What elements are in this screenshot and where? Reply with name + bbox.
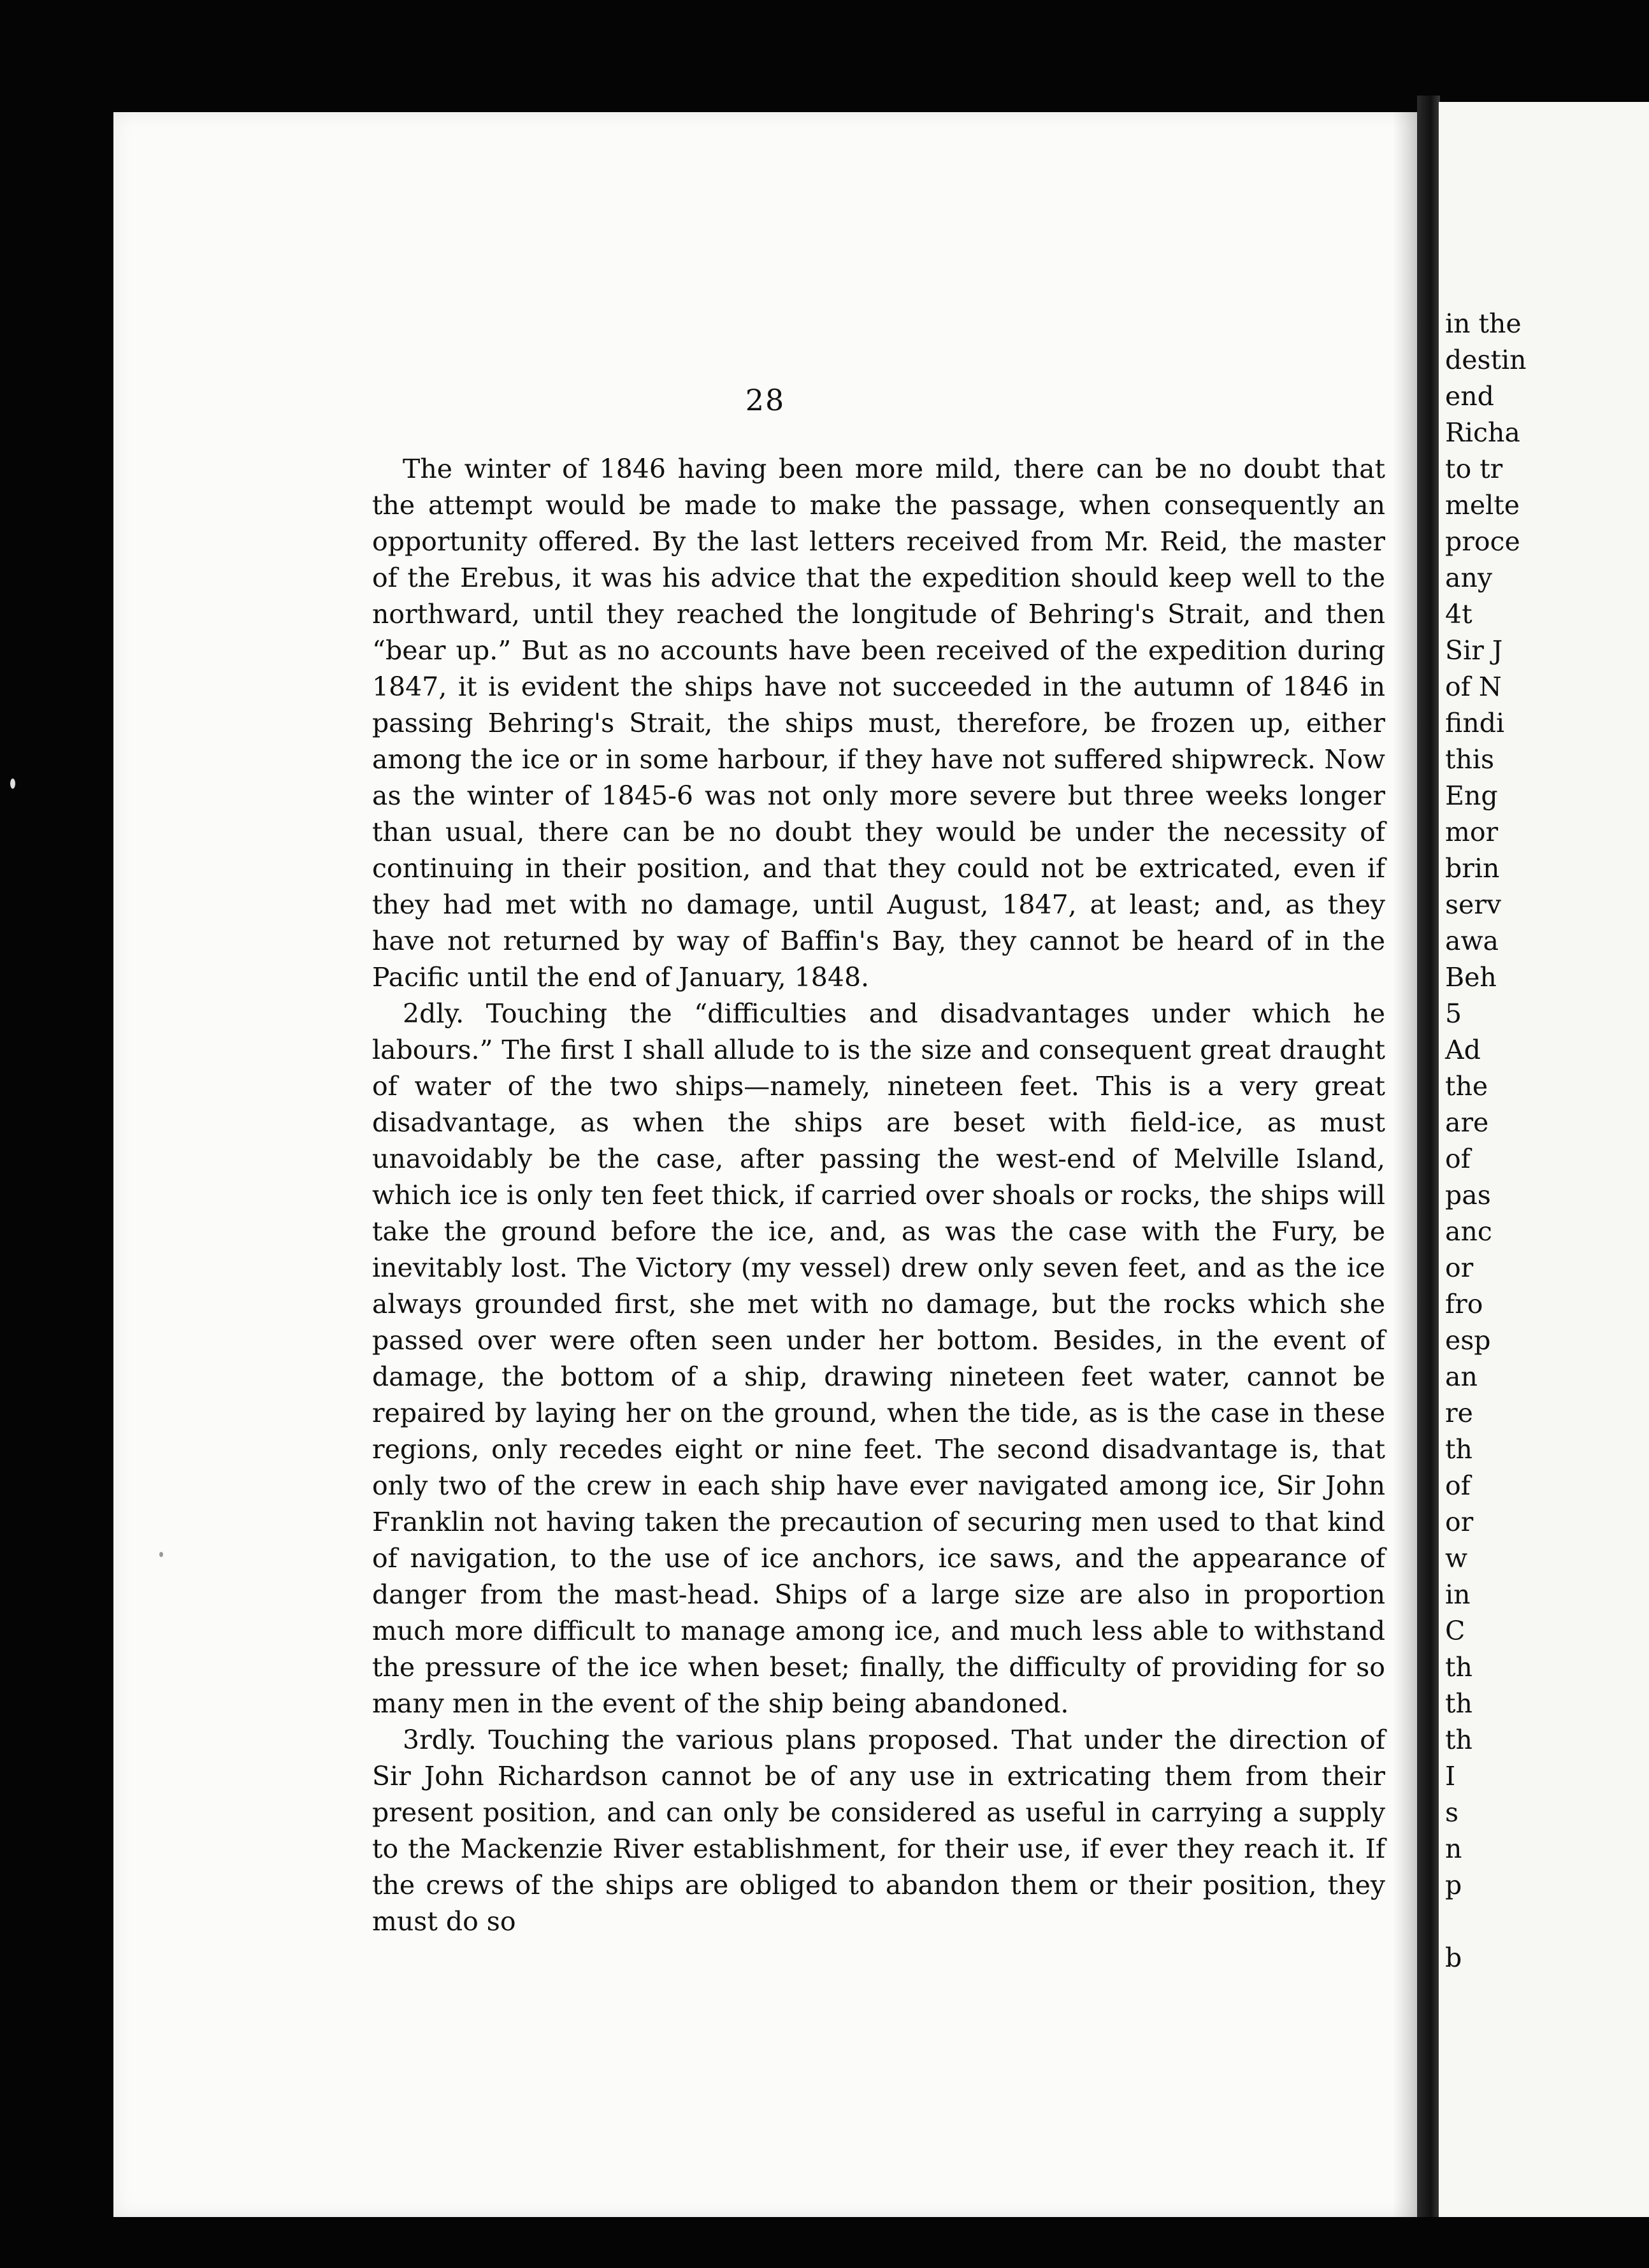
- fragment-line: 4t: [1445, 599, 1473, 629]
- facing-page-fragments: [1445, 306, 1649, 1976]
- fragment-line: this: [1445, 744, 1495, 775]
- fragment-line: Ad: [1445, 1035, 1481, 1065]
- fragment-line: 5: [1445, 998, 1462, 1029]
- body-text: [372, 451, 1385, 1940]
- fragment-line: the: [1445, 1071, 1488, 1102]
- paragraph-plans-proposed: 3rdly. Touching the various plans proposed. That under the direction of Sir John Richardson cannot be of any use in extricating them from their present position, and can only be considered as useful in carrying a supply to the Mackenzie River establishment, for their use, if ever they reach it. If the crews of the ships are obliged to abandon them or their position, they must do so: [372, 1725, 1385, 1937]
- fragment-line: findi: [1445, 708, 1505, 738]
- scan-speck: [10, 779, 15, 789]
- scan-speck: [159, 1552, 163, 1557]
- fragment-line: anc: [1445, 1216, 1492, 1247]
- fragment-line: of: [1445, 1470, 1471, 1501]
- page-number: 28: [745, 383, 786, 417]
- fragment-line: s: [1445, 1797, 1459, 1828]
- fragment-line: are: [1445, 1107, 1489, 1138]
- fragment-line: n: [1445, 1834, 1462, 1864]
- facing-page-edge: [1439, 102, 1649, 2217]
- fragment-line: Sir J: [1445, 635, 1503, 666]
- fragment-line: melte: [1445, 490, 1520, 520]
- fragment-line: any: [1445, 563, 1493, 593]
- fragment-line: end: [1445, 381, 1494, 412]
- fragment-line: Eng: [1445, 780, 1498, 811]
- fragment-line: pas: [1445, 1180, 1491, 1210]
- fragment-line: Richa: [1445, 417, 1520, 448]
- fragment-line: mor: [1445, 817, 1499, 847]
- book-gutter: [1417, 96, 1440, 2217]
- fragment-line: awa: [1445, 926, 1499, 956]
- fragment-line: or: [1445, 1252, 1474, 1283]
- fragment-line: I: [1445, 1761, 1456, 1791]
- book-page: [113, 112, 1417, 2217]
- fragment-line: of: [1445, 1144, 1471, 1174]
- fragment-line: C: [1445, 1616, 1465, 1646]
- fragment-line: or: [1445, 1507, 1474, 1537]
- fragment-line: to tr: [1445, 454, 1503, 484]
- paragraph-difficulties: 2dly. Touching the “difficulties and disadvantages under which he labours.” The first I shall allude to is the size and consequent great draught of water of the two ships—namely, nineteen feet. This is a very great disadvantage, as when the ships are beset with field-ice, as must unavoidably be the case, after passing the west-end of Melville Island, which ice is only ten feet thick, if carried over shoals or rocks, the ships will take the ground before the ice, and, as was the case with the Fury, be inevitably lost. The Victory (my vessel) drew only seven feet, and as the ice always grounded first, she met with no damage, but the rocks which she passed over were often seen under her bottom. Besides, in the event of damage, the bottom of a ship, drawing nineteen feet water, cannot be repaired by laying her on the ground, when the tide, as is the case in these regions, only recedes eight or nine feet. The second disadvantage is, that only two of the crew in each ship have ever navigated among ice, Sir John Franklin not having taken the precaution of securing men used to that kind of navigation, to the use of ice anchors, ice saws, and the appearance of danger from the mast-head. Ships of a large size are also in proportion much more difficult to manage among ice, and much less able to withstand the pressure of the ice when beset; finally, the difficulty of providing for so many men in the event of the ship being abandoned.: [372, 998, 1385, 1719]
- fragment-line: in the: [1445, 308, 1522, 339]
- fragment-line: w: [1445, 1543, 1468, 1574]
- fragment-line: of N: [1445, 671, 1502, 702]
- fragment-line: Beh: [1445, 962, 1497, 993]
- fragment-line: [1445, 1904, 1649, 1940]
- fragment-line: fro: [1445, 1289, 1483, 1319]
- fragment-line: re: [1445, 1398, 1473, 1428]
- fragment-line: serv: [1445, 889, 1502, 920]
- fragment-line: in: [1445, 1579, 1471, 1610]
- paragraph-winter-1846: The winter of 1846 having been more mild, there can be no doubt that the attempt would be made to make the passage, when consequently an opportunity offered. By the last letters received from Mr. Reid, the master of the Erebus, it was his advice that the expedition should keep well to the northward, until they reached the longitude of Behring's Strait, and then “bear up.” But as no accounts have been received of the expedition during 1847, it is evident the ships have not succeeded in the autumn of 1846 in passing Behring's Strait, the ships must, therefore, be frozen up, either among the ice or in some harbour, if they have not suffered shipwreck. Now as the winter of 1845-6 was not only more severe but three weeks longer than usual, there can be no doubt they would be under the necessity of continuing in their position, and that they could not be extricated, even if they had met with no damage, until August, 1847, at least; and, as they have not returned by way of Baffin's Bay, they cannot be heard of in the Pacific until the end of January, 1848.: [372, 454, 1385, 993]
- fragment-line: p: [1445, 1870, 1462, 1900]
- fragment-line: esp: [1445, 1325, 1491, 1356]
- fragment-line: an: [1445, 1361, 1478, 1392]
- fragment-line: th: [1445, 1725, 1473, 1755]
- fragment-line: brin: [1445, 853, 1500, 884]
- fragment-line: b: [1445, 1942, 1462, 1973]
- fragment-line: th: [1445, 1652, 1473, 1683]
- fragment-line: th: [1445, 1434, 1473, 1465]
- fragment-line: destin: [1445, 345, 1527, 375]
- fragment-line: proce: [1445, 526, 1520, 557]
- gutter-shadow: [1393, 112, 1418, 2217]
- fragment-line: th: [1445, 1688, 1473, 1719]
